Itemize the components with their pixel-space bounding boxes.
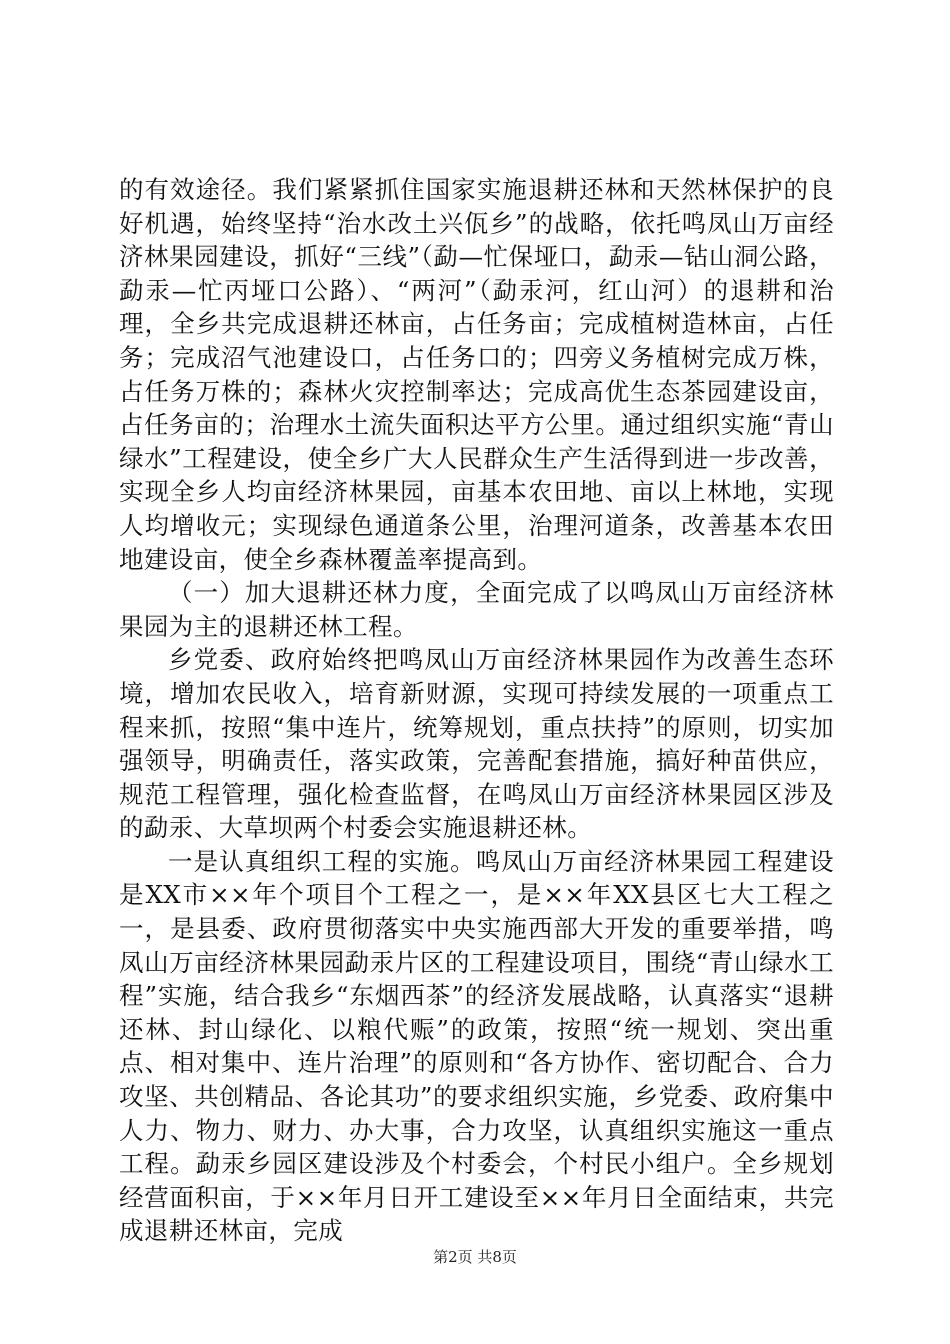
paragraph-4: 一是认真组织工程的实施。鸣凤山万亩经济林果园工程建设是XX市××年个项目个工程之一，是××年XX县区七大工程之一，是县委、政府贯彻落实中央实施西部大开发的重要举措，鸣凤山万亩经济林果园勐汞片区的工程建设项目，围绕“青山绿水工程”实施，结合我乡“东烟西茶”的经济发展战略，认真落实“退耕还林、封山绿化、以粮代赈”的政策，按照“统一规划、突出重点、相对集中、连片治理”的原则和“各方协作、密切配合、合力攻坚、共创精品、各论其功”的要求组织实施，乡党委、政府集中人力、物力、财力、办大事，合力攻坚，认真组织实施这一重点工程。勐汞乡园区建设涉及个村委会，个村民小组户。全乡规划经营面积亩，于××年月日开工建设至××年月日全面结束，共完成退耕还林亩，完成: [119, 846, 834, 1246]
paragraph-3: 乡党委、政府始终把鸣凤山万亩经济林果园作为改善生态环境，增加农民收入，培育新财源，实现可持续发展的一项重点工程来抓，按照“集中连片，统筹规划，重点扶持”的原则，切实加强领导，明确责任，落实政策，完善配套措施，搞好种苗供应，规范工程管理，强化检查监督，在鸣凤山万亩经济林果园区涉及的勐汞、大草坝两个村委会实施退耕还林。: [119, 645, 834, 843]
page-number-footer: 第2页 共8页: [433, 1248, 517, 1266]
document-body: [119, 173, 834, 1248]
paragraph-1: 的有效途径。我们紧紧抓住国家实施退耕还林和天然林保护的良好机遇，始终坚持“治水改土兴佤乡”的战略，依托鸣凤山万亩经济林果园建设，抓好“三线”（勐—忙保垭口，勐汞—钻山洞公路，勐汞—忙丙垭口公路）、“两河”（勐汞河，红山河）的退耕和治理，全乡共完成退耕还林亩，占任务亩；完成植树造林亩，占任务；完成沼气池建设口，占任务口的；四旁义务植树完成万株，占任务万株的；森林火灾控制率达；完成高优生态茶园建设亩，占任务亩的；治理水土流失面积达平方公里。通过组织实施“青山绿水”工程建设，使全乡广大人民群众生产生活得到进一步改善，实现全乡人均亩经济林果园，亩基本农田地、亩以上林地，实现人均增收元；实现绿色通道条公里，治理河道条，改善基本农田地建设亩，使全乡森林覆盖率提高到。: [119, 175, 834, 574]
paragraph-2-heading: （一）加大退耕还林力度，全面完成了以鸣凤山万亩经济林果园为主的退耕还林工程。: [119, 578, 834, 641]
